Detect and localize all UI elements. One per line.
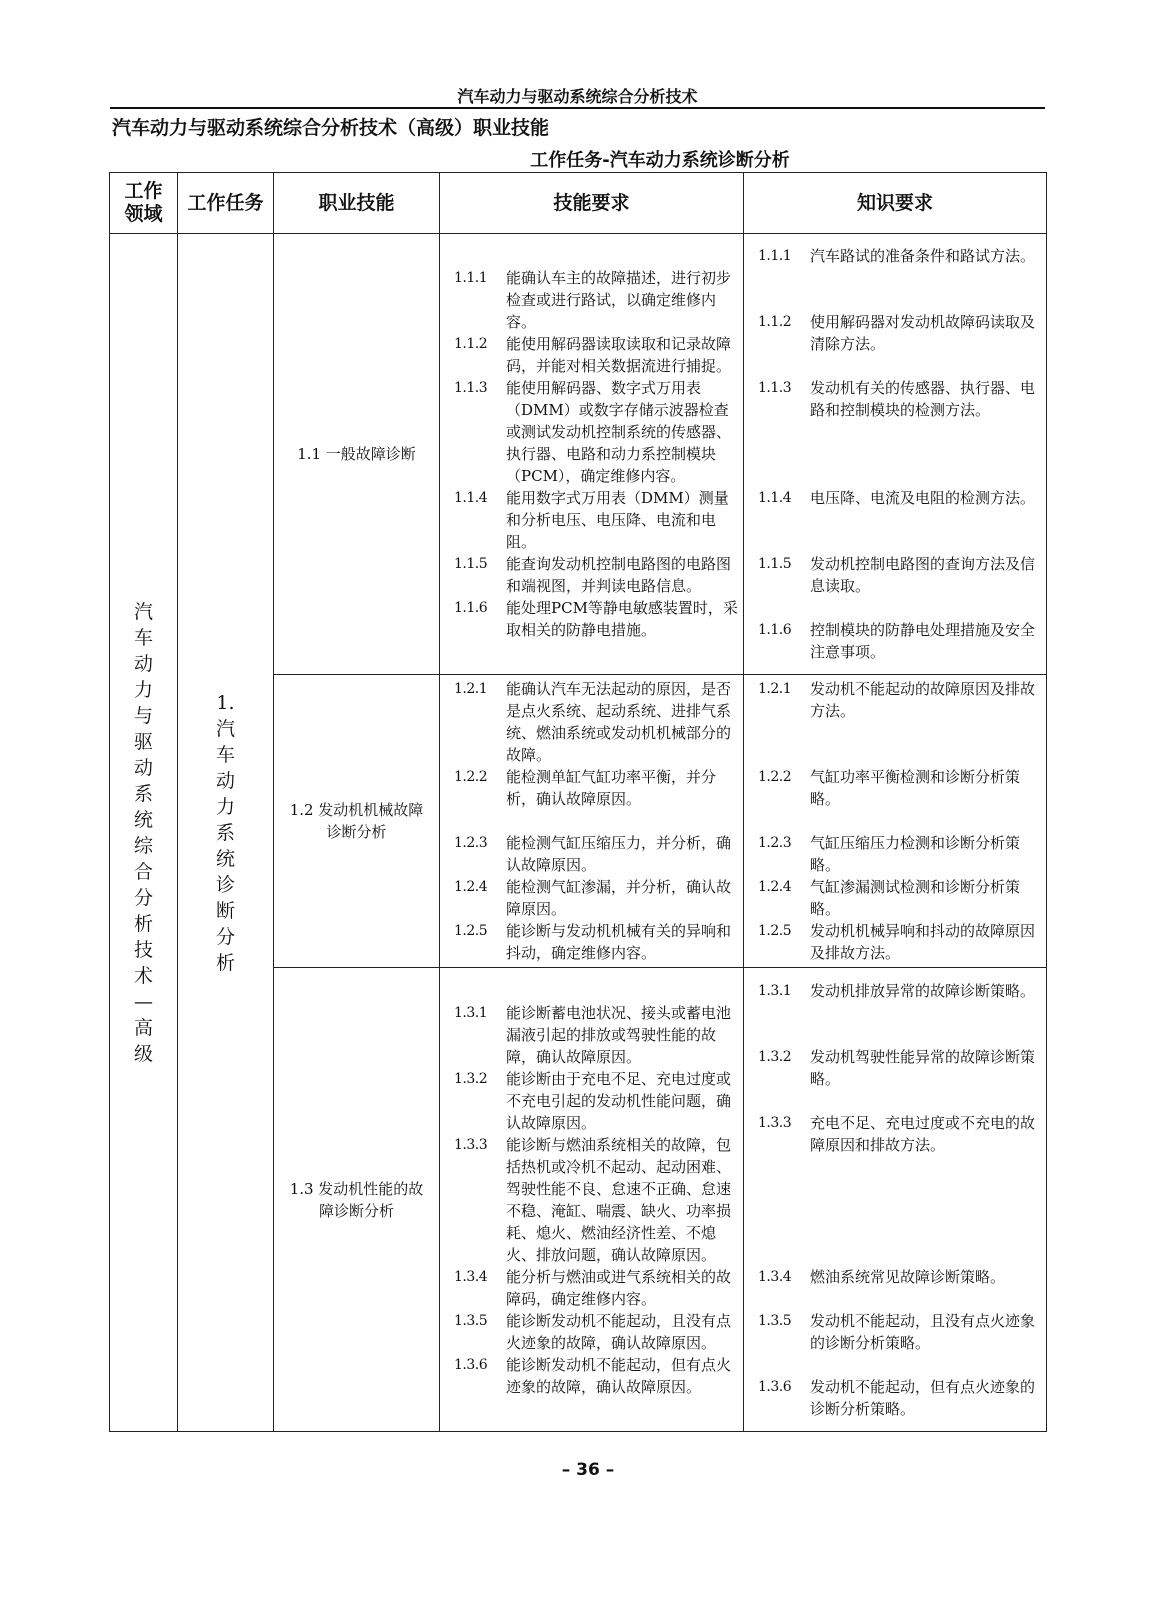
list-item: 1.3.3 能诊断与燃油系统相关的故障，包括热机或冷机不起动、起动困难、驾驶性能不良、怠速不正确、怠速不稳、淹缸、喘震、缺火、功率损耗、熄火、燃油经济性差、不熄火、排放问题，确认故障原因。	[454, 1135, 732, 1264]
knowledge-requirements-cell	[744, 968, 1047, 1432]
list-item: 1.1.4 能用数字式万用表（DMM）测量和分析电压、电压降、电流和电阻。	[454, 489, 729, 551]
skill-requirements-cell	[440, 675, 744, 968]
header-knowledge-requirements: 知识要求	[744, 173, 1047, 234]
list-item: 1.2.1 发动机不能起动的故障原因及排故方法。	[758, 680, 1036, 720]
list-item: 1.2.3 气缸压缩压力检测和诊断分析策略。	[758, 834, 1021, 874]
skill-requirements-cell	[440, 234, 744, 675]
list-item: 1.1.1 汽车路试的准备条件和路试方法。	[758, 247, 1036, 265]
list-item: 1.2.5 发动机机械异响和抖动的故障原因及排故方法。	[758, 922, 1036, 962]
list-item: 1.1.3 能使用解码器、数字式万用表（DMM）或数字存储示波器检查或测试发动机控制系统的传感器、执行器、电路和动力系控制模块（PCM），确定维修内容。	[454, 379, 732, 485]
list-item: 1.1.6 控制模块的防静电处理措施及安全注意事项。	[758, 621, 1036, 661]
list-item: 1.2.5 能诊断与发动机机械有关的异响和抖动，确定维修内容。	[454, 922, 732, 962]
list-item: 1.3.6 发动机不能起动，但有点火迹象的诊断分析策略。	[758, 1377, 1036, 1418]
list-item: 1.3.5 能诊断发动机不能起动，且没有点火迹象的故障，确认故障原因。	[454, 1311, 732, 1352]
list-item: 1.2.3 能检测气缸压缩压力，并分析，确认故障原因。	[454, 834, 732, 874]
skill-requirements-cell	[440, 968, 744, 1432]
list-item: 1.1.5 发动机控制电路图的查询方法及信息读取。	[758, 555, 1036, 595]
list-item: 1.2.2 能检测单缸气缸功率平衡，并分析，确认故障原因。	[454, 768, 717, 808]
list-item: 1.1.2 使用解码器对发动机故障码读取及清除方法。	[758, 313, 1036, 353]
knowledge-requirements-cell	[744, 234, 1047, 675]
list-item: 1.2.2 气缸功率平衡检测和诊断分析策略。	[758, 768, 1021, 808]
header-skill-requirements: 技能要求	[440, 173, 744, 234]
section-subtitle: 工作任务-汽车动力系统诊断分析	[530, 150, 790, 171]
skill-cell: 1.1 一般故障诊断	[274, 234, 440, 675]
list-item: 1.2.4 气缸渗漏测试检测和诊断分析策略。	[758, 878, 1021, 918]
list-item: 1.3.4 燃油系统常见故障诊断策略。	[758, 1267, 1006, 1286]
task-cell: 1.汽车动力系统诊断分析	[178, 234, 274, 1432]
header-domain: 工作领域	[110, 173, 178, 234]
list-item: 1.1.6 能处理PCM等静电敏感装置时，采取相关的防静电措施。	[454, 599, 738, 639]
table-row	[110, 234, 1047, 675]
list-item: 1.3.2 发动机驾驶性能异常的故障诊断策略。	[758, 1047, 1036, 1088]
list-item: 1.3.6 能诊断发动机不能起动，但有点火迹象的故障，确认故障原因。	[454, 1355, 732, 1396]
list-item: 1.1.2 能使用解码器读取读取和记录故障码，并能对相关数据流进行捕捉。	[454, 335, 732, 375]
skills-table	[109, 172, 1047, 1432]
list-item: 1.1.5 能查询发动机控制电路图的电路图和端视图，并判读电路信息。	[454, 555, 732, 595]
header-skill: 职业技能	[274, 173, 440, 234]
list-item: 1.2.4 能检测气缸渗漏，并分析，确认故障原因。	[454, 878, 732, 918]
header-task: 工作任务	[178, 173, 274, 234]
header-rule	[110, 107, 1045, 109]
list-item: 1.1.3 发动机有关的传感器、执行器、电路和控制模块的检测方法。	[758, 379, 1036, 419]
page-number: – 36 –	[561, 1460, 615, 1480]
list-item: 1.3.4 能分析与燃油或进气系统相关的故障码，确定维修内容。	[454, 1267, 732, 1308]
list-item: 1.3.2 能诊断由于充电不足、充电过度或不充电引起的发动机性能问题，确认故障原因。	[454, 1069, 732, 1132]
table-header-row	[110, 173, 1047, 234]
skill-cell: 1.2 发动机机械故障诊断分析	[274, 675, 440, 968]
knowledge-requirements-cell	[744, 675, 1047, 968]
domain-cell: 汽车动力与驱动系统综合分析技术—高级	[110, 234, 178, 1432]
list-item: 1.1.4 电压降、电流及电阻的检测方法。	[758, 489, 1036, 507]
skill-cell: 1.3 发动机性能的故障诊断分析	[274, 968, 440, 1432]
list-item: 1.3.5 发动机不能起动，且没有点火迹象的诊断分析策略。	[758, 1311, 1036, 1352]
running-head: 汽车动力与驱动系统综合分析技术	[457, 87, 698, 106]
list-item: 1.1.1 能确认车主的故障描述，进行初步检查或进行路试，以确定维修内容。	[454, 269, 732, 331]
document-title: 汽车动力与驱动系统综合分析技术（高级）职业技能	[112, 117, 550, 139]
list-item: 1.3.3 充电不足、充电过度或不充电的故障原因和排故方法。	[758, 1113, 1036, 1154]
list-item: 1.2.1 能确认汽车无法起动的原因，是否是点火系统、起动系统、进排气系统、燃油系统或发动机机械部分的故障。	[454, 680, 732, 764]
list-item: 1.3.1 发动机排放异常的故障诊断策略。	[758, 981, 1036, 1000]
list-item: 1.3.1 能诊断蓄电池状况、接头或蓄电池漏液引起的排放或驾驶性能的故障，确认故障原因。	[454, 1003, 732, 1066]
